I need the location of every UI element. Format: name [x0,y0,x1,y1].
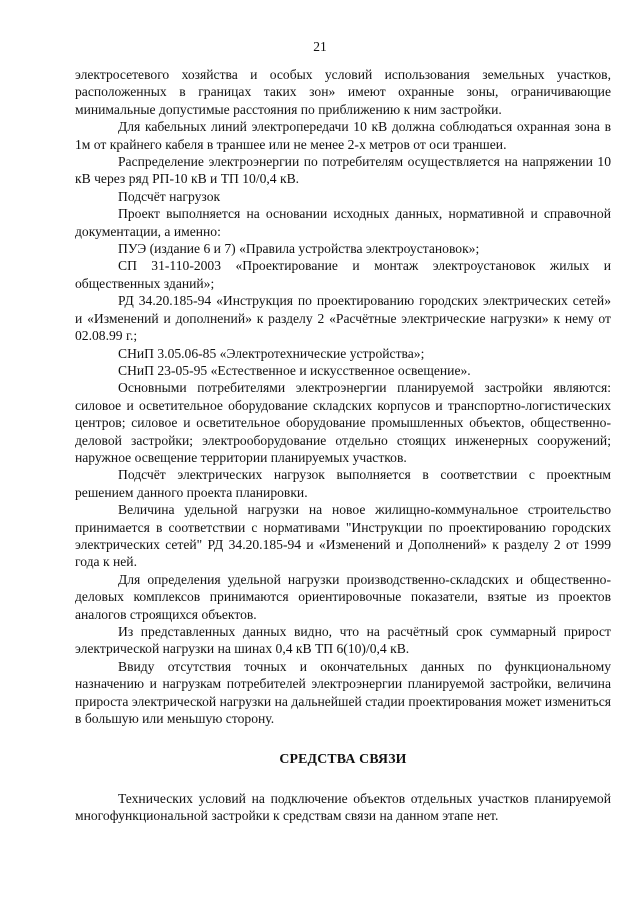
reference-item: СНиП 3.05.06-85 «Электротехнические устройства»; [118,345,425,361]
paragraph: Для кабельных линий электропередачи 10 кВ должна соблюдаться охранная зона в 1м от крайнего кабеля в траншее или не менее 2-х метров от оси траншеи. [75,119,611,152]
page-number: 21 [313,39,327,54]
reference-item: ПУЭ (издание 6 и 7) «Правила устройства электроустановок»; [118,241,480,257]
paragraph: Ввиду отсутствия точных и окончательных данных по функциональному назначению и нагрузкам потребителей электроэнергии планируемой застройки, величина прироста электрической нагрузки на дальнейшей стадии проектирования может измениться в большую или меньшую сторону. [75,658,611,727]
section-subtitle: Подсчёт нагрузок [118,188,221,204]
paragraph: электросетевого хозяйства и особых условий использования земельных участков, расположенных в границах таких зон» имеют охранные зоны, ограничивающие минимальные допустимые расстояния по приближению к ним застройки. [75,67,611,117]
paragraph: Основными потребителями электроэнергии планируемой застройки являются: силовое и осветительное оборудование складских корпусов и транспортно-логистических центров; силовое и осветительное оборудование промышленных объектов, общественно-деловой застройки; электрооборудование отдельно стоящих инженерных сооружений; наружное освещение территории планируемых участков. [75,380,611,465]
paragraph: Проект выполняется на основании исходных данных, нормативной и справочной документации, а именно: [75,206,611,239]
reference-item: СП 31-110-2003 «Проектирование и монтаж электроустановок жилых и общественных зданий»; [75,258,611,291]
paragraph: Подсчёт электрических нагрузок выполняется в соответствии с проектным решением данного проекта планировки. [75,467,611,500]
reference-item: РД 34.20.185-94 «Инструкция по проектированию городских электрических сетей» и «Изменений и дополнений» к разделу 2 «Расчётные электрические нагрузки» к нему от 02.08.99 г.; [75,293,611,344]
paragraph: Величина удельной нагрузки на новое жилищно-коммунальное строительство принимается в соответствии с нормативами "Инструкции по проектированию городских электрических сетей" РД 34.20.185-94 и «Изменений и Дополнений» к разделу 2 от 1999 года к ней. [75,502,611,570]
paragraph: Из представленных данных видно, что на расчётный срок суммарный прирост электрической нагрузки на шинах 0,4 кВ ТП 6(10)/0,4 кВ. [75,624,611,657]
reference-item: СНиП 23-05-95 «Естественное и искусственное освещение». [118,362,471,378]
document-body [75,66,611,825]
section-heading: СРЕДСТВА СВЯЗИ [279,751,407,767]
paragraph: Распределение электроэнергии по потребителям осуществляется на напряжении 10 кВ через ряд РП-10 кВ и ТП 10/0,4 кВ. [75,154,611,187]
paragraph: Технических условий на подключение объектов отдельных участков планируемой многофункциональной застройки к средствам связи на данном этапе нет. [75,790,611,824]
paragraph: Для определения удельной нагрузки производственно-складских и общественно-деловых комплексов принимаются ориентировочные показатели, взятые из проектов аналогов строящихся объектов. [75,571,611,622]
